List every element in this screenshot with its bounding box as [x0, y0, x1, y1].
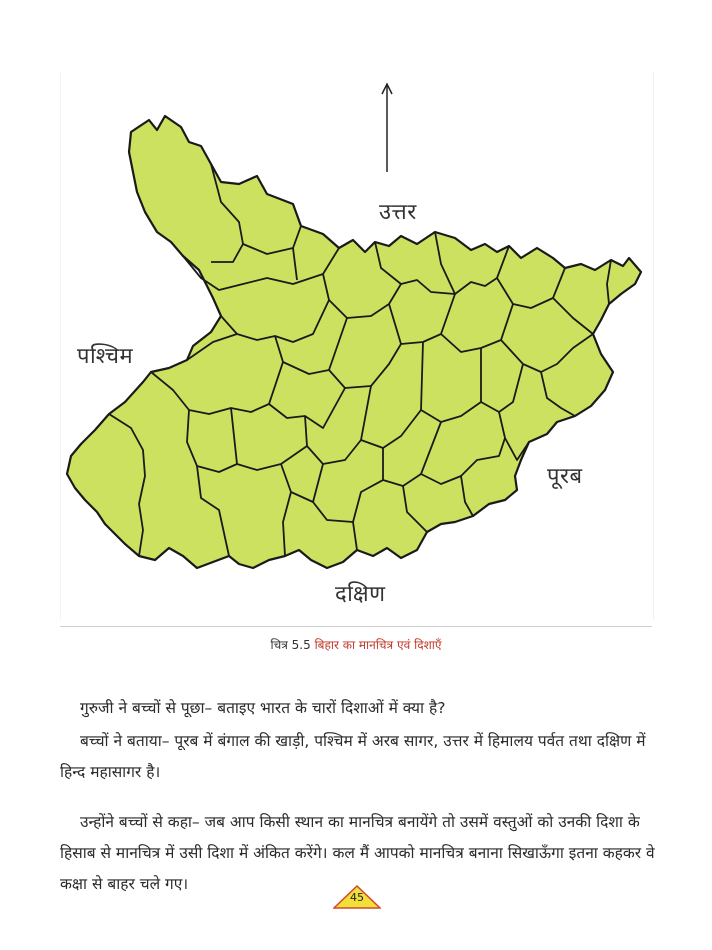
bihar-map [61, 72, 653, 620]
bihar-state-shape [67, 116, 641, 568]
figure-title: बिहार का मानचित्र एवं दिशाएँ [314, 638, 442, 652]
figure-caption [0, 636, 712, 653]
figure-number: चित्र 5.5 [270, 638, 311, 652]
north-arrow-icon [382, 84, 392, 172]
page-number: 45 [350, 891, 364, 904]
bihar-map-panel [60, 72, 654, 620]
east-label: पूरब [547, 464, 583, 489]
paragraph-question: गुरुजी ने बच्चों से पूछा– बताइए भारत के चारों दिशाओं में क्या है? [80, 698, 446, 717]
south-label: दक्षिण [335, 582, 386, 607]
west-label: पश्चिम [77, 344, 134, 369]
north-label: उत्तर [379, 200, 417, 225]
caption-divider [60, 626, 652, 627]
paragraph-instruction: उन्होंने बच्चों से कहा– जब आप किसी स्थान का मानचित्र बनायेंगे तो उसमें वस्तुओं को उनकी दिशा के हिसाब से मानचित्र में उसी दिशा में अंकित करेंगे। कल मैं आपको मानचित्र बनाना सिखाऊँगा इतना कहकर वे कक्षा से बाहर चले गए। [60, 812, 655, 893]
paragraph-answer: बच्चों ने बताया– पूरब में बंगाल की खाड़ी, पश्चिम में अरब सागर, उत्तर में हिमालय पर्वत तथा दक्षिण में हिन्द महासागर है। [60, 731, 646, 781]
